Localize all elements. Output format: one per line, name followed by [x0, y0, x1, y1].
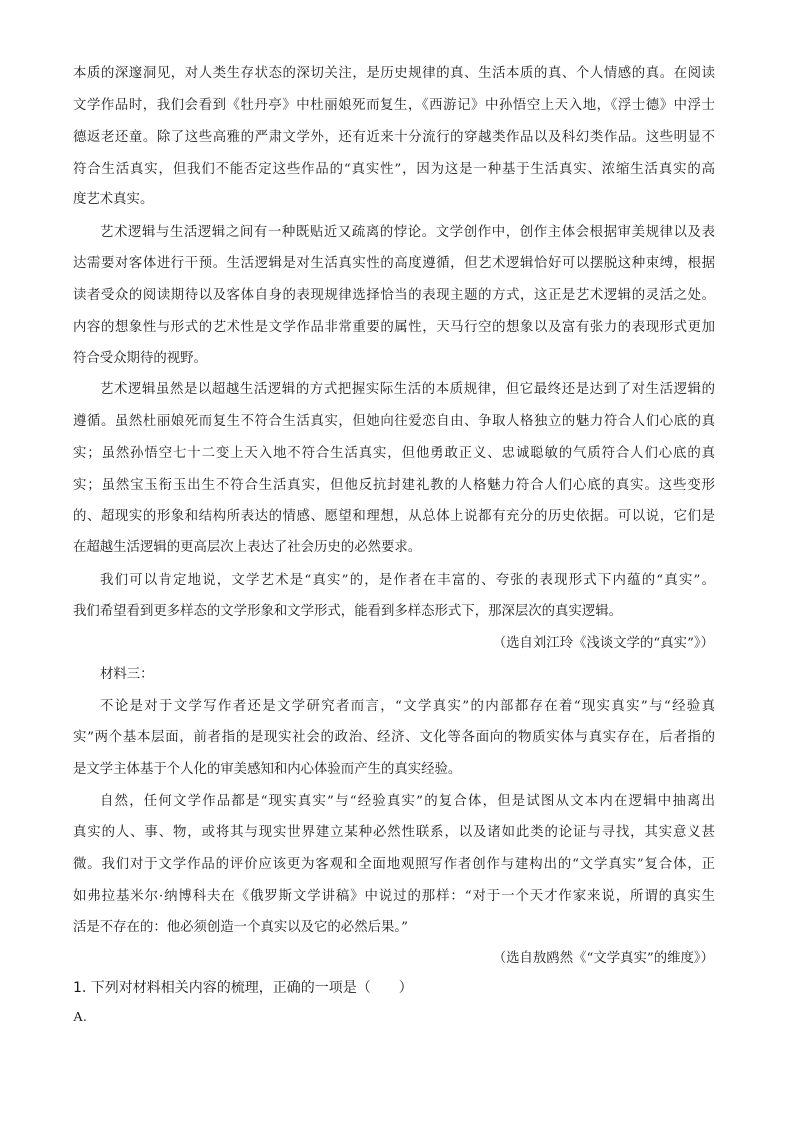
material3-source: （选自敖鸥然《“文学真实”的维度》） [492, 951, 714, 966]
para6-line-2: 真实的人、事、物，或将其与现实世界建立某种必然性联系，以及诸如此类的论证与寻找，其实意义甚 [73, 825, 715, 840]
para3-line-1: 艺术逻辑虽然是以超越生活逻辑的方式把握实际生活的本质规律，但它最终还是达到了对生活逻辑的 [100, 382, 715, 397]
para2-line-2: 达需要对客体进行干预。生活逻辑是对生活真实性的高度遵循，但艺术逻辑恰好可以摆脱这种束缚，根据 [73, 256, 715, 271]
para6-line-3: 微。我们对于文学作品的评价应该更为客观和全面地观照写作者创作与建构出的“文学真实”复合体，正 [73, 857, 715, 872]
para1-line-2: 文学作品时，我们会看到《牡丹亭》中杜丽娘死而复生，《西游记》中孙悟空上天入地，《浮士德》中浮士 [73, 98, 715, 113]
para5-line-1: 不论是对于文学写作者还是文学研究者而言，“文学真实”的内部都存在着“现实真实”与“经验真 [100, 699, 715, 714]
para3-line-5: 的、超现实的形象和结构所表达的情感、愿望和理想，从总体上说都有充分的历史依据。可以说，它们是 [73, 509, 715, 524]
para4-line-2: 我们希望看到更多样态的文学形象和文学形式，能看到多样态形式下，那深层次的真实逻辑。 [73, 604, 623, 619]
para6-line-4: 如弗拉基米尔·纳博科夫在《俄罗斯文学讲稿》中说过的那样：“对于一个天才作家来说，所谓的真实生 [73, 889, 715, 904]
para2-line-3: 读者受众的阅读期待以及客体自身的表现规律选择恰当的表现主题的方式，这正是艺术逻辑的灵活之处。 [73, 288, 715, 303]
option-a: A. [73, 1010, 87, 1025]
para5-line-3: 是文学主体基于个人化的审美感知和内心体验而产生的真实经验。 [73, 762, 462, 777]
para1-line-4: 符合生活真实，但我们不能否定这些作品的“真实性”，因为这是一种基于生活真实、浓缩生活真实的高 [73, 162, 715, 177]
question-1: 1. 下列对材料相关内容的梳理，正确的一项是（ ） [73, 980, 413, 996]
para6-line-5: 活是不存在的：他必须创造一个真实以及它的必然后果。” [73, 920, 408, 935]
para3-line-4: 实；虽然宝玉衔玉出生不符合生活真实，但他反抗封建礼教的人格魅力符合人们心底的真实。这些变形 [73, 478, 715, 493]
para3-line-6: 在超越生活逻辑的更高层次上表达了社会历史的必然要求。 [73, 540, 422, 555]
para2-line-4: 内容的想象性与形式的艺术性是文学作品非常重要的属性，天马行空的想象以及富有张力的表现形式更加 [73, 320, 715, 335]
material2-source: （选自刘江玲《浅谈文学的“真实”》） [492, 636, 714, 651]
para2-line-5: 符合受众期待的视野。 [73, 351, 207, 366]
material3-label: 材料三： [100, 667, 154, 682]
para1-line-1: 本质的深邃洞见，对人类生存状态的深切关注，是历史规律的真、生活本质的真、个人情感的真。在阅读 [73, 66, 715, 81]
para3-line-2: 遵循。虽然杜丽娘死而复生不符合生活真实，但她向往爱恋自由、争取人格独立的魅力符合人们心底的真 [73, 414, 715, 429]
para3-line-3: 实；虽然孙悟空七十二变上天入地不符合生活真实，但他勇敢正义、忠诚聪敏的气质符合人们心底的真 [73, 446, 715, 461]
para6-line-1: 自然，任何文学作品都是“现实真实”与“经验真实”的复合体，但是试图从文本内在逻辑中抽离出 [100, 794, 715, 809]
para4-line-1: 我们可以肯定地说，文学艺术是“真实”的，是作者在丰富的、夸张的表现形式下内蕴的“真实”。 [100, 573, 715, 588]
para2-line-1: 艺术逻辑与生活逻辑之间有一种既贴近又疏离的悖论。文学创作中，创作主体会根据审美规律以及表 [100, 225, 715, 240]
para1-line-5: 度艺术真实。 [73, 192, 154, 207]
para1-line-3: 德返老还童。除了这些高雅的严肃文学外，还有近来十分流行的穿越类作品以及科幻类作品。这些明显不 [73, 130, 715, 145]
para5-line-2: 实”两个基本层面，前者指的是现实社会的政治、经济、文化等各面向的物质实体与真实存在，后者指的 [73, 730, 715, 745]
